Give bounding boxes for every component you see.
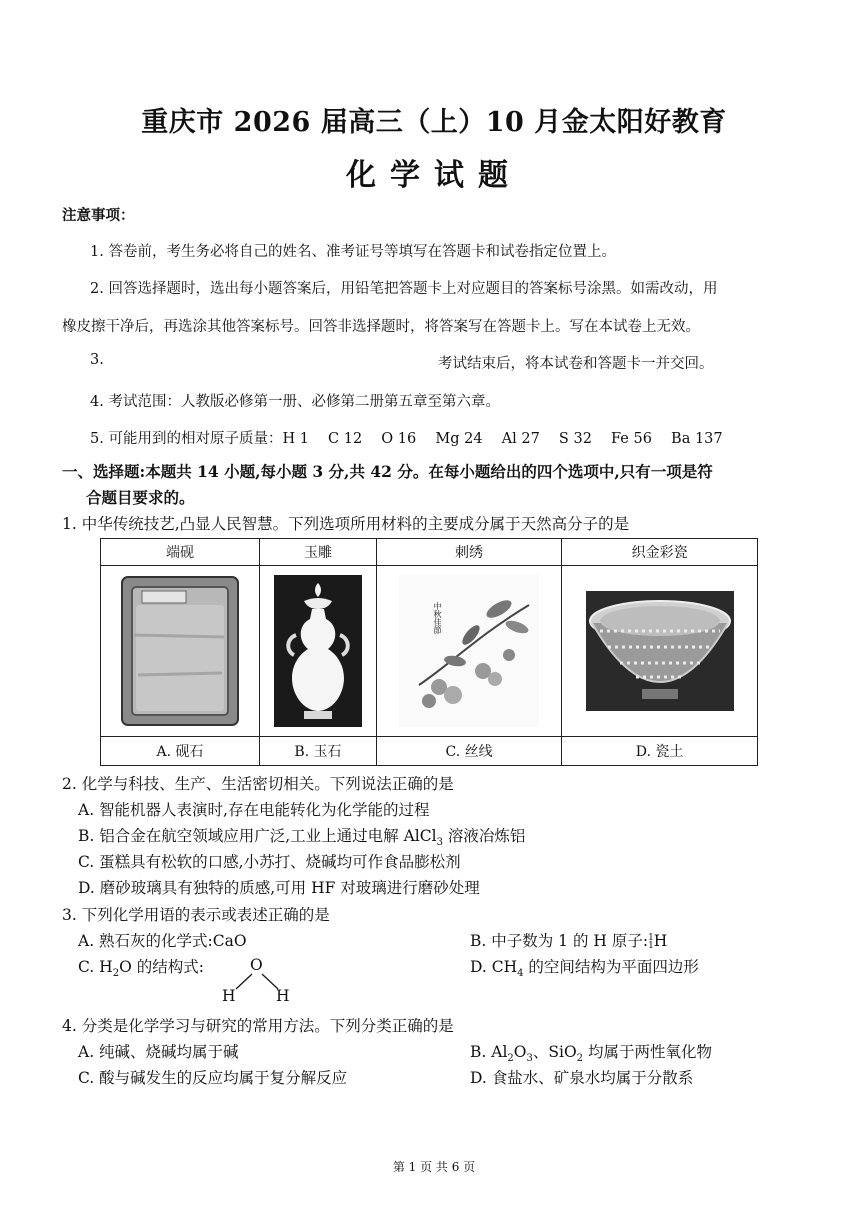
subject-title: 化学试题 (346, 158, 522, 193)
section-heading: 一、选择题:本题共 14 小题,每小题 3 分,共 42 分。在每小题给出的四个选项中,只有一项是符 (62, 462, 713, 481)
option-text: B. Al (470, 1043, 508, 1061)
question-4-option-b (470, 1040, 712, 1064)
water-structure-h1: H (222, 987, 236, 1005)
note-item: 橡皮擦干净后，再选涂其他答案标号。回答非选择题时，将答案写在答题卡上。写在本试卷上无效。 (62, 319, 700, 335)
jade-vase-image (274, 575, 362, 727)
superscript: 1 (648, 933, 654, 943)
question-2-option-d: D. 磨砂玻璃具有独特的质感,可用 HF 对玻璃进行磨砂处理 (78, 879, 480, 897)
question-1-stem: 1. 中华传统技艺,凸显人民智慧。下列选项所用材料的主要成分属于天然高分子的是 (62, 515, 630, 533)
question-4-stem: 4. 分类是化学学习与研究的常用方法。下列分类正确的是 (62, 1017, 454, 1035)
note-item: 考试结束后，将本试卷和答题卡一并交回。 (438, 356, 714, 372)
subscript: 3 (436, 837, 443, 849)
page-footer: 第 1 页 共 6 页 (392, 1160, 476, 1174)
question-3-option-a: A. 熟石灰的化学式:CaO (78, 932, 247, 950)
question-2-option-b (78, 824, 525, 848)
option-text: H (653, 932, 668, 950)
question-3-option-d (470, 955, 699, 979)
note-item: 3. (90, 352, 104, 368)
note-item: 5. 可能用到的相对原子质量：H 1 C 12 O 16 Mg 24 Al 27 S 32 Fe 56 Ba 137 (90, 431, 723, 447)
section-heading-cont: 合题目要求的。 (86, 488, 195, 507)
note-item: 4. 考试范围：人教版必修第一册、必修第二册第五章至第六章。 (90, 394, 500, 410)
option-label: B. 玉石 (259, 737, 376, 766)
subscript: 4 (517, 968, 524, 980)
subscript: 2 (112, 968, 120, 980)
table-header: 端砚 (101, 539, 260, 566)
table-header: 织金彩瓷 (562, 539, 758, 566)
option-label: A. 砚石 (101, 737, 260, 766)
subscript: 2 (576, 1053, 584, 1065)
embroidery-image (399, 575, 539, 727)
question-1-image-table (100, 538, 758, 766)
option-text: O (513, 1043, 527, 1061)
option-text: O 的结构式: (119, 958, 204, 976)
question-3-option-b (470, 929, 667, 951)
option-text: 、SiO (532, 1043, 577, 1061)
option-text: B. 中子数为 1 的 H 原子: (470, 932, 649, 950)
note-item: 1. 答卷前，考生务必将自己的姓名、准考证号等填写在答题卡和试卷指定位置上。 (90, 244, 616, 260)
option-label: D. 瓷土 (562, 737, 758, 766)
question-2-option-a: A. 智能机器人表演时,存在电能转化为化学能的过程 (78, 801, 430, 819)
porcelain-bowl-image (586, 591, 734, 711)
subscript: 1 (648, 941, 654, 951)
subscript: 3 (526, 1053, 533, 1065)
option-text: C. H (78, 958, 113, 976)
table-header: 玉雕 (259, 539, 376, 566)
embroidery-inscription: 中秋佳節 (433, 602, 442, 634)
question-4-option-c: C. 酸与碱发生的反应均属于复分解反应 (78, 1069, 348, 1087)
water-structure-h2: H (276, 987, 290, 1005)
option-text: 均属于两性氧化物 (583, 1043, 712, 1061)
question-3-stem: 3. 下列化学用语的表示或表述正确的是 (62, 906, 330, 924)
option-text: 溶液冶炼铝 (442, 827, 526, 845)
note-item: 2. 回答选择题时，选出每小题答案后，用铅笔把答题卡上对应题目的答案标号涂黑。如需改动，用 (90, 281, 718, 297)
question-2-stem: 2. 化学与科技、生产、生活密切相关。下列说法正确的是 (62, 775, 454, 793)
question-4-option-a: A. 纯碱、烧碱均属于碱 (78, 1043, 239, 1061)
table-header: 刺绣 (376, 539, 561, 566)
water-structure-o: O (250, 956, 263, 974)
question-4-option-d: D. 食盐水、矿泉水均属于分散系 (470, 1069, 694, 1087)
exam-title: 重庆市 2026 届高三（上）10 月金太阳好教育 (141, 107, 727, 138)
inkstone-image (120, 575, 240, 727)
option-text: 的空间结构为平面四边形 (523, 958, 699, 976)
question-3-option-c (78, 955, 204, 979)
question-2-option-c: C. 蛋糕具有松软的口感,小苏打、烧碱均可作食品膨松剂 (78, 853, 461, 871)
option-label: C. 丝线 (376, 737, 561, 766)
option-text: D. CH (470, 958, 518, 976)
option-text: B. 铝合金在航空领域应用广泛,工业上通过电解 AlCl (78, 827, 437, 845)
subscript: 2 (507, 1053, 514, 1065)
notes-heading: 注意事项： (62, 207, 135, 224)
